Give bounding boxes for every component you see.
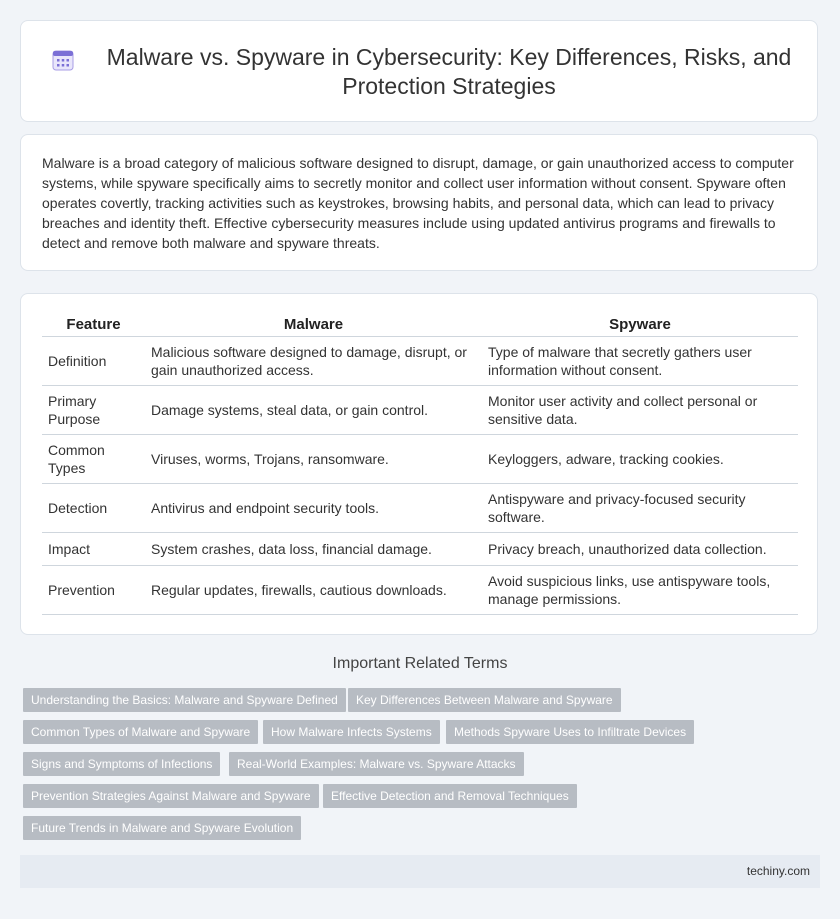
feature-cell: Detection [42,484,145,533]
intro-card [20,134,818,271]
malware-cell: Antivirus and endpoint security tools. [145,484,482,533]
malware-cell: System crashes, data loss, financial damage. [145,533,482,566]
comparison-table [42,312,798,615]
malware-cell: Regular updates, firewalls, cautious downloads. [145,566,482,615]
feature-cell: Prevention [42,566,145,615]
feature-cell: Impact [42,533,145,566]
related-term-tag[interactable]: How Malware Infects Systems [263,720,440,744]
related-term-tag[interactable]: Methods Spyware Uses to Infiltrate Devices [446,720,694,744]
column-header-feature: Feature [42,312,145,337]
page-title: Malware vs. Spyware in Cybersecurity: Key Differences, Risks, and Protection Strategies [106,44,792,99]
spyware-cell: Privacy breach, unauthorized data collection. [482,533,798,566]
spyware-cell: Monitor user activity and collect personal or sensitive data. [482,386,798,435]
table-row [42,484,798,533]
related-term-tag[interactable]: Future Trends in Malware and Spyware Evolution [23,816,301,840]
spyware-cell: Antispyware and privacy-focused security software. [482,484,798,533]
feature-cell: Primary Purpose [42,386,145,435]
intro-paragraph: Malware is a broad category of malicious software designed to disrupt, damage, or gain unauthorized access to computer systems, while spyware specifically aims to secretly monitor and collect user information without consent. Spyware often operates covertly, tracking activities such as keystrokes, browsing habits, and personal data, which can lead to privacy breaches and identity theft. Effective cybersecurity measures include using updated antivirus programs and firewalls to detect and remove both malware and spyware threats. [42,155,794,251]
table-row [42,566,798,615]
column-header-malware: Malware [145,312,482,337]
malware-cell: Malicious software designed to damage, disrupt, or gain unauthorized access. [145,337,482,386]
related-term-tag[interactable]: Common Types of Malware and Spyware [23,720,258,744]
related-term-tag[interactable]: Key Differences Between Malware and Spyware [348,688,621,712]
related-terms-heading: Important Related Terms [332,655,508,672]
related-term-tag[interactable]: Effective Detection and Removal Techniques [323,784,577,808]
comparison-card [20,293,818,635]
spyware-cell: Keyloggers, adware, tracking cookies. [482,435,798,484]
site-name[interactable]: techiny.com [746,864,810,878]
footer-bar [20,855,820,888]
column-header-spyware: Spyware [482,312,798,337]
table-row [42,337,798,386]
malware-cell: Viruses, worms, Trojans, ransomware. [145,435,482,484]
feature-cell: Common Types [42,435,145,484]
related-term-tag[interactable]: Signs and Symptoms of Infections [23,752,220,776]
title-card [20,20,818,122]
spyware-cell: Type of malware that secretly gathers user information without consent. [482,337,798,386]
table-row [42,386,798,435]
calendar-grid-icon [51,48,75,72]
feature-cell: Definition [42,337,145,386]
table-row [42,533,798,566]
related-term-tag[interactable]: Understanding the Basics: Malware and Spyware Defined [23,688,346,712]
table-row [42,435,798,484]
table-header-row [42,312,798,337]
related-term-tag[interactable]: Prevention Strategies Against Malware and Spyware [23,784,319,808]
malware-cell: Damage systems, steal data, or gain control. [145,386,482,435]
spyware-cell: Avoid suspicious links, use antispyware tools, manage permissions. [482,566,798,615]
related-term-tag[interactable]: Real-World Examples: Malware vs. Spyware Attacks [229,752,524,776]
